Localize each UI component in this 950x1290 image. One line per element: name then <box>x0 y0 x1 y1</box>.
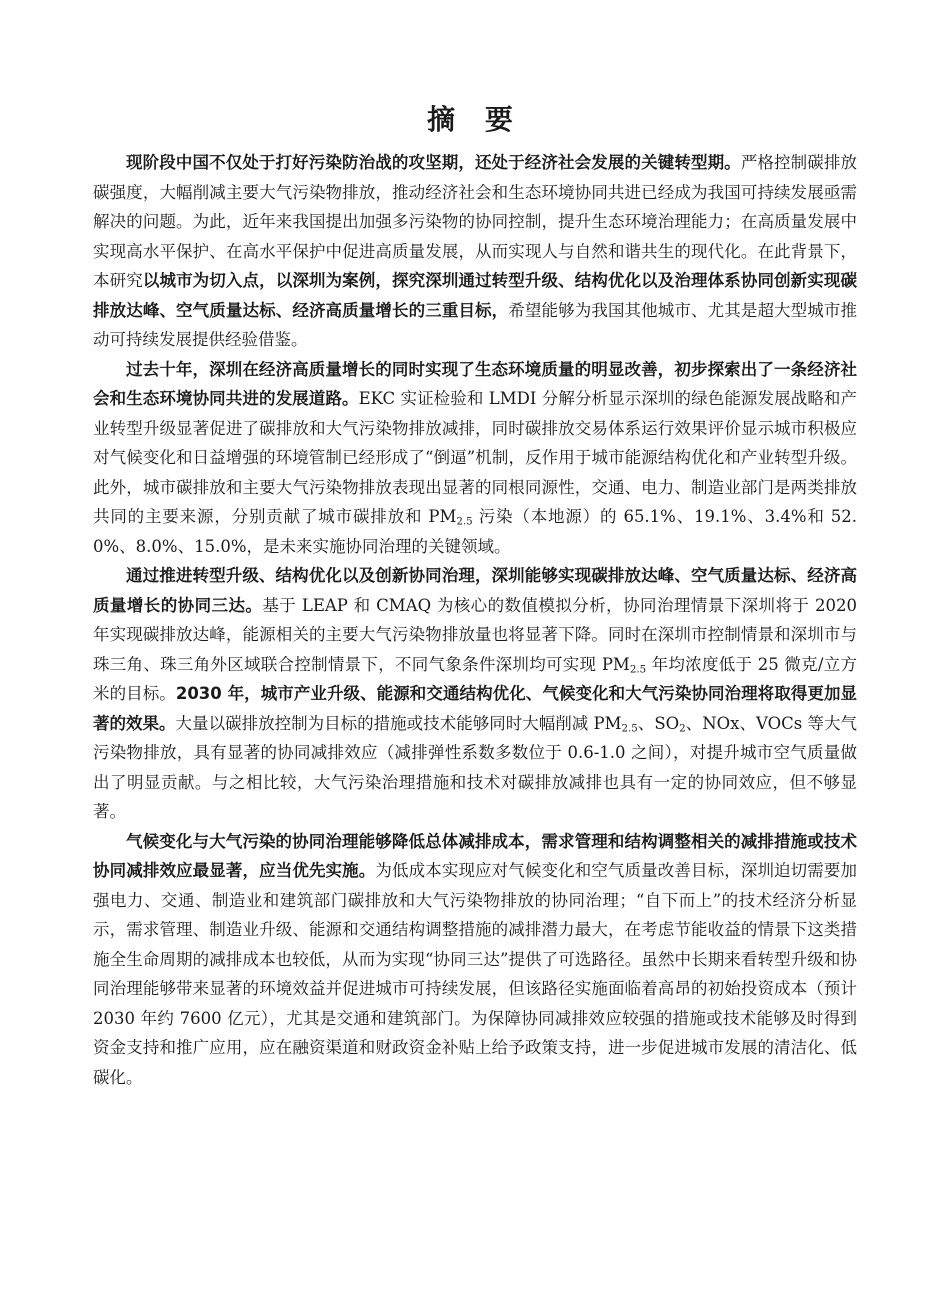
bold-highlight-text: 以城市为切入点，以深圳为案例，探究深圳通过转型升级、结构优化以及治理体系协同创新实现碳排放达峰、空气质量达标、经济高质量增长的三重目标， <box>93 271 858 320</box>
bold-highlight-text: 现阶段中国不仅处于打好污染防治战的攻坚期，还处于经济社会发展的关键转型期。 <box>126 153 741 172</box>
abstract-paragraph <box>93 561 857 827</box>
document-page <box>93 100 857 1092</box>
abstract-paragraph <box>93 827 857 1093</box>
body-text: 、NOx、VOCs 等大气污染物排放，具有显著的协同减排效应（减排弹性系数多数位于 0.6-1.0 之间），对提升城市空气质量做出了明显贡献。与之相比较，大气污染治理措施和技术对碳排放减排也具有一定的协同效应，但不够显著。 <box>93 713 857 821</box>
bold-highlight-text: 2030 年，城市产业升级、能源和交通结构优化、气候变化和大气污染协同治理将取得更加显著的效果。 <box>93 684 858 733</box>
abstract-title: 摘 要 <box>427 103 523 136</box>
subscript-text: 2.5 <box>621 723 638 735</box>
bold-highlight-text: 过去十年，深圳在经济高质量增长的同时实现了生态环境质量的明显改善，初步探索出了一条经济社会和生态环境协同共进的发展道路。 <box>93 359 857 408</box>
body-text: 大量以碳排放控制为目标的措施或技术能够同时大幅削减 PM <box>175 713 622 733</box>
body-text: 严格控制碳排放碳强度，大幅削减主要大气污染物排放，推动经济社会和生态环境协同共进已经成为我国可持续发展亟需解决的问题。为此，近年来我国提出加强多污染物的协同控制，提升生态环境治理能力；在高质量发展中实现高水平保护、在高水平保护中促进高质量发展，从而实现人与自然和谐共生的现代化。在此背景下，本研究 <box>93 153 858 290</box>
body-text: 为低成本实现应对气候变化和空气质量改善目标，深圳迫切需要加强电力、交通、制造业和建筑部门碳排放和大气污染物排放的协同治理；“自下而上”的技术经济分析显示，需求管理、制造业升级、能源和交通结构调整措施的减排潜力最大，在考虑节能收益的情景下这类措施全生命周期的减排成本也较低，从而为实现“协同三达”提供了可选路径。虽然中长期来看转型升级和协同治理能够带来显著的环境效益并促进城市可持续发展，但该路径实施面临着高昂的初始投资成本（预计 2030 年约 7600 亿元），尤其是交通和建筑部门。为保障协同减排效应较强的措施或技术能够及时得到资金支持和推广应用，应在融资渠道和财政资金补贴上给予政策支持，进一步促进城市发展的清洁化、低碳化。 <box>93 861 858 1087</box>
bold-highlight-text: 气候变化与大气污染的协同治理能够降低总体减排成本，需求管理和结构调整相关的减排措施或技术协同减排效应最显著，应当优先实施。 <box>93 831 857 880</box>
body-text: 希望能够为我国其他城市、尤其是超大型城市推动可持续发展提供经验借鉴。 <box>93 300 858 349</box>
abstract-paragraph <box>93 148 857 355</box>
body-text: EKC 实证检验和 LMDI 分解分析显示深圳的绿色能源发展战略和产业转型升级显著促进了碳排放和大气污染物排放减排，同时碳排放交易体系运行效果评价显示城市积极应对气候变化和日益增强的环境管制已经形成了“倒逼”机制，反作用于城市能源结构优化和产业转型升级。此外，城市碳排放和主要大气污染物排放表现出显著的同根同源性，交通、电力、制造业部门是两类排放共同的主要来源，分别贡献了城市碳排放和 PM <box>93 389 858 526</box>
body-text: 年均浓度低于 25 微克/立方米的目标。 <box>93 654 857 703</box>
body-text: 污染（本地源）的 65.1%、19.1%、3.4%和 52.0%、8.0%、15.0%，是未来实施协同治理的关键领域。 <box>93 507 857 556</box>
abstract-paragraph <box>93 355 857 562</box>
bold-highlight-text: 通过推进转型升级、结构优化以及创新协同治理，深圳能够实现碳排放达峰、空气质量达标、经济高质量增长的协同三达。 <box>93 566 857 615</box>
abstract-body <box>93 148 857 1092</box>
subscript-text: 2 <box>679 723 686 735</box>
body-text: 基于 LEAP 和 CMAQ 为核心的数值模拟分析，协同治理情景下深圳将于 2020 年实现碳排放达峰，能源相关的主要大气污染物排放量也将显著下降。同时在深圳市控制情景和深圳市与珠三角、珠三角外区域联合控制情景下，不同气象条件深圳均可实现 PM <box>93 595 857 674</box>
body-text: 、SO <box>637 713 680 733</box>
subscript-text: 2.5 <box>629 664 647 676</box>
subscript-text: 2.5 <box>456 516 473 528</box>
